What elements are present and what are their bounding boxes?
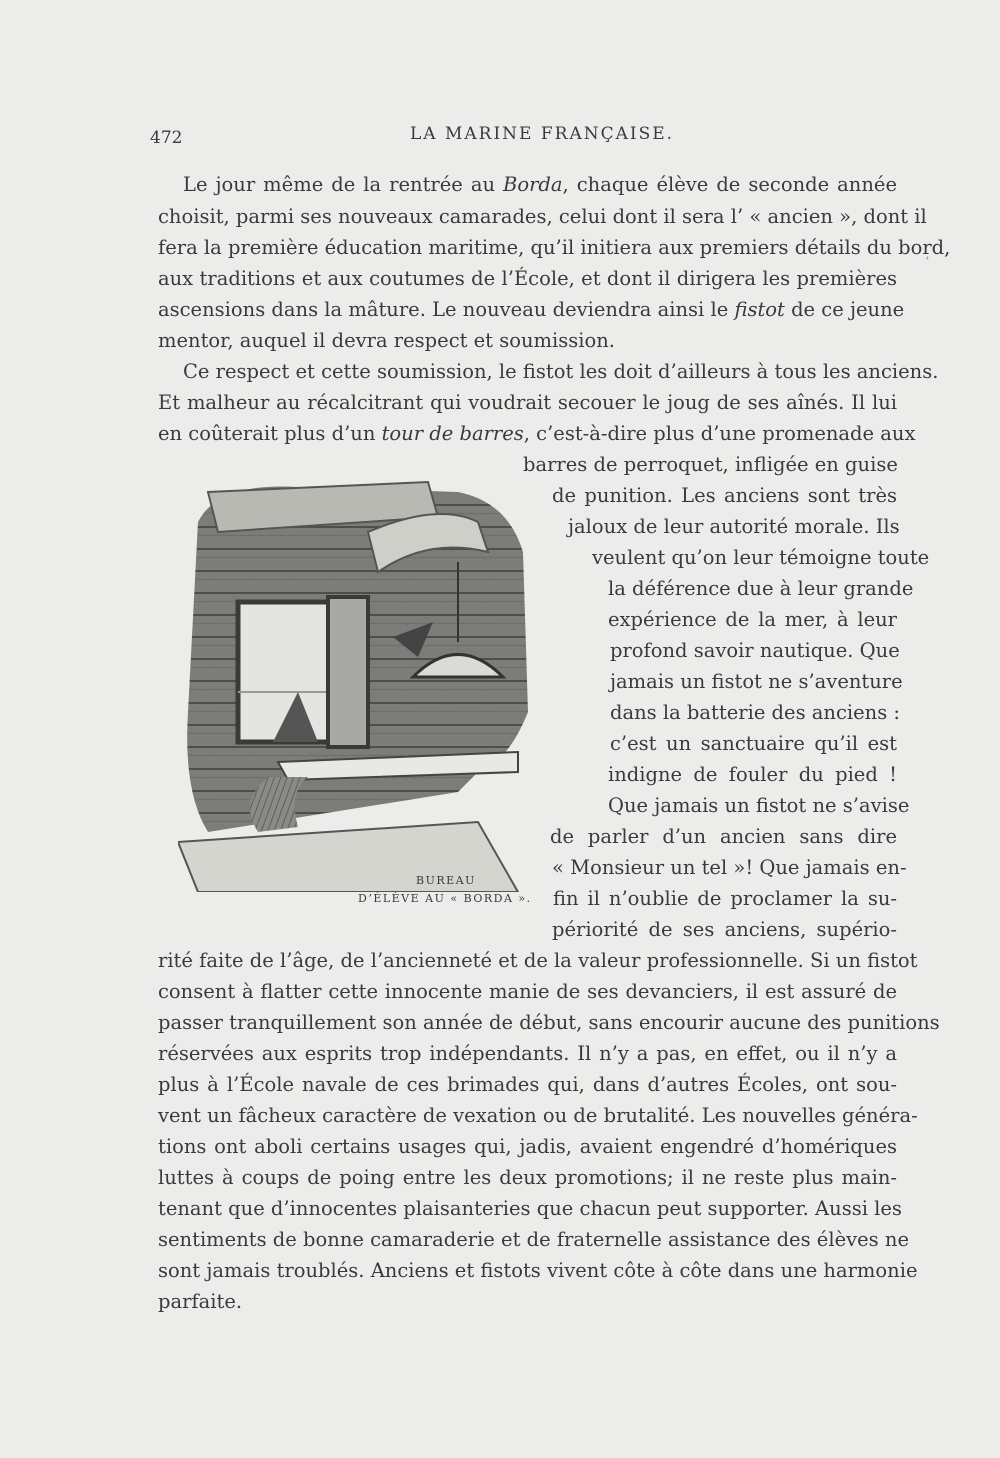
text-line — [552, 854, 907, 882]
figure-caption-line1: BUREAU — [416, 874, 476, 887]
text-line — [158, 389, 897, 417]
text-line — [158, 327, 616, 355]
text-line — [552, 482, 897, 510]
text-line — [610, 730, 897, 758]
engraving-desk-cabin — [178, 462, 558, 892]
text-line — [158, 234, 951, 262]
text-line — [158, 1071, 897, 1099]
text-run: profond savoir nautique. Que — [610, 639, 900, 662]
page-number: 472 — [150, 128, 183, 148]
text-run: veulent qu’on leur témoigne toute — [592, 546, 930, 569]
text-run: jamais un fistot ne s’aventure — [610, 670, 903, 693]
text-run: de parler d’un ancien sans dire — [550, 825, 897, 848]
text-run: parfaite. — [158, 1290, 243, 1313]
text-line — [608, 761, 897, 789]
text-run: c’est un sanctuaire qu’il est — [610, 732, 897, 755]
text-line — [158, 1164, 897, 1192]
text-run: expérience de la mer, à leur — [608, 608, 897, 631]
text-line — [523, 451, 897, 479]
text-run: vent un fâcheux caractère de vexation ou de brutalité. Les nouvelles généra- — [158, 1104, 918, 1127]
text-line — [158, 1009, 940, 1037]
text-run: plus à l’École navale de ces brimades qui, dans d’autres Écoles, ont sou- — [158, 1073, 897, 1096]
text-line — [158, 947, 918, 975]
text-run: en coûterait plus d’un — [158, 422, 382, 445]
text-run: tenant que d’innocentes plaisanteries que chacun peut supporter. Aussi les — [158, 1197, 902, 1220]
text-run: de ce jeune — [784, 298, 905, 321]
text-run: sont jamais troublés. Anciens et fistots vivent côte à côte dans une harmonie — [158, 1259, 918, 1282]
text-line — [158, 265, 897, 293]
text-run: choisit, parmi ses nouveaux camarades, celui dont il sera l’ « ancien », dont il — [158, 205, 927, 228]
text-run: périorité de ses anciens, supério- — [552, 918, 897, 941]
italic-term: Borda — [503, 173, 563, 196]
text-line — [592, 544, 930, 572]
italic-term: fistot — [734, 298, 785, 321]
text-line — [552, 916, 897, 944]
text-line — [158, 203, 927, 231]
text-run: fin il n’oublie de proclamer la su- — [553, 887, 897, 910]
text-run: réservées aux esprits trop indépendants. Il n’y a pas, en effet, ou il n’y a — [158, 1042, 897, 1065]
text-run: passer tranquillement son année de début, sans encourir aucune des punitions — [158, 1011, 940, 1034]
text-run: , chaque élève de seconde année — [562, 173, 897, 196]
text-run: tions ont aboli certains usages qui, jadis, avaient engendré d’homériques — [158, 1135, 897, 1158]
text-run: dans la batterie des anciens : — [610, 701, 900, 724]
text-line — [608, 606, 897, 634]
text-run: ascensions dans la mâture. Le nouveau deviendra ainsi le — [158, 298, 735, 321]
text-run: sentiments de bonne camaraderie et de fraternelle assistance des élèves ne — [158, 1228, 909, 1251]
text-run: fera la première éducation maritime, qu’il initiera aux premiers détails du bord, — [158, 236, 951, 259]
text-run: mentor, auquel il devra respect et soumission. — [158, 329, 616, 352]
text-run: aux traditions et aux coutumes de l’École, et dont il dirigera les premières — [158, 267, 897, 290]
figure-caption-line2: D’ÉLÈVE AU « BORDA ». — [358, 892, 532, 905]
text-line — [610, 637, 900, 665]
text-run: la déférence due à leur grande — [608, 577, 914, 600]
text-run: , c’est-à-dire plus d’une promenade aux — [523, 422, 916, 445]
text-line — [608, 575, 914, 603]
text-run: « Monsieur un tel »! Que jamais en- — [552, 856, 907, 879]
text-run: consent à flatter cette innocente manie de ses devanciers, il est assuré de — [158, 980, 897, 1003]
text-line — [158, 296, 905, 324]
text-run: Et malheur au récalcitrant qui voudrait secouer le joug de ses aînés. Il lui — [158, 391, 897, 414]
text-line — [158, 1226, 909, 1254]
text-run: Que jamais un fistot ne s’avise — [608, 794, 910, 817]
text-run: de punition. Les anciens sont très — [552, 484, 897, 507]
text-line — [568, 513, 900, 541]
text-line — [158, 1102, 918, 1130]
running-title: LA MARINE FRANÇAISE. — [410, 124, 675, 144]
text-line — [158, 420, 916, 448]
text-line — [158, 1288, 358, 1316]
text-line — [158, 1195, 902, 1223]
text-line — [553, 885, 897, 913]
text-run: jaloux de leur autorité morale. Ils — [568, 515, 900, 538]
text-run: indigne de fouler du pied ! — [608, 763, 897, 786]
text-line — [610, 668, 903, 696]
text-line — [183, 171, 897, 199]
text-line — [183, 358, 939, 386]
text-run: Ce respect et cette soumission, le fistot les doit d’ailleurs à tous les anciens. — [183, 360, 939, 383]
text-line — [158, 978, 897, 1006]
text-line — [608, 792, 910, 820]
italic-term: tour de barres — [381, 422, 524, 445]
text-run: luttes à coups de poing entre les deux promotions; il ne reste plus main- — [158, 1166, 897, 1189]
stray-ink-mark: ’ — [925, 255, 930, 271]
text-run: rité faite de l’âge, de l’ancienneté et de la valeur professionnelle. Si un fistot — [158, 949, 918, 972]
text-run: Le jour même de la rentrée au — [183, 173, 504, 196]
text-line — [158, 1040, 897, 1068]
text-line — [610, 699, 900, 727]
text-line — [550, 823, 897, 851]
text-run: barres de perroquet, infligée en guise — [523, 453, 898, 476]
figure-illustration — [178, 462, 558, 905]
text-line — [158, 1257, 918, 1285]
text-line — [158, 1133, 897, 1161]
